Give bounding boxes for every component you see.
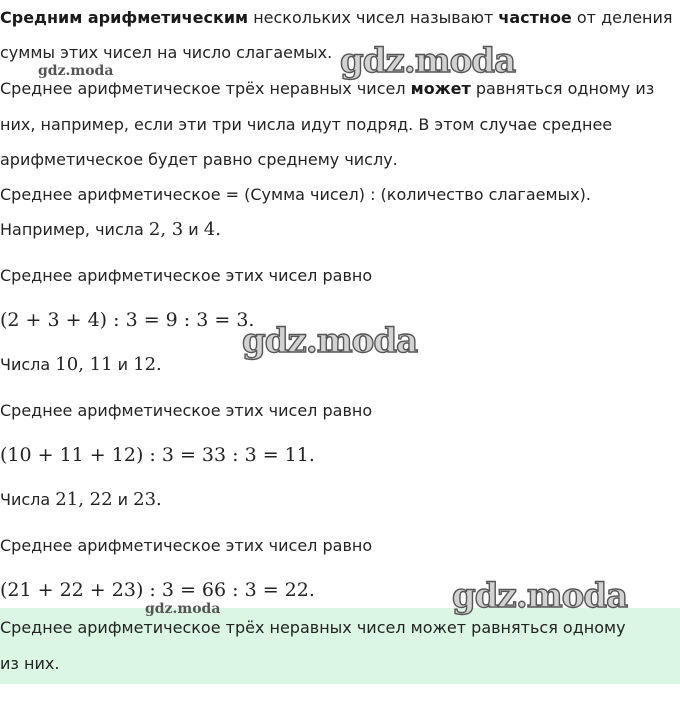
example-1-intro xyxy=(0,220,221,240)
watermark-logo: gdz.moda xyxy=(340,41,516,81)
example-period: . xyxy=(156,354,162,375)
example-intro-text: Числа xyxy=(0,490,56,509)
example-2-expression: (10 + 11 + 12) : 3 = 33 : 3 = 11. xyxy=(0,444,315,466)
claim-line-3: арифметическое будет равно среднему числу. xyxy=(0,150,398,169)
claim-line-1 xyxy=(0,79,654,99)
claim-text-end: равняться одному из xyxy=(470,79,655,98)
example-period: . xyxy=(215,219,221,240)
example-number: 23 xyxy=(133,489,157,510)
example-number: 12 xyxy=(133,354,157,375)
example-separator: , xyxy=(78,354,90,375)
example-number: 3 xyxy=(171,219,184,240)
claim-line-2: них, например, если эти три числа идут подряд. В этом случае среднее xyxy=(0,115,613,134)
example-1-result-label: Среднее арифметическое этих чисел равно xyxy=(0,266,373,285)
example-intro-text: Числа xyxy=(0,355,56,374)
example-2-intro xyxy=(0,355,162,375)
example-1-expression: (2 + 3 + 4) : 3 = 9 : 3 = 3. xyxy=(0,309,255,331)
definition-text: нескольких чисел называют xyxy=(248,8,499,27)
example-separator: , xyxy=(160,219,172,240)
example-number: 10 xyxy=(55,354,79,375)
term-arithmetic-mean: Средним арифметическим xyxy=(0,8,249,27)
definition-text-end: от деления xyxy=(571,8,673,27)
example-number: 11 xyxy=(89,354,113,375)
example-number: 22 xyxy=(89,489,113,510)
term-can: может xyxy=(410,79,471,98)
answer-line-2: из них. xyxy=(0,654,60,673)
definition-line-2: суммы этих чисел на число слагаемых. xyxy=(0,43,333,62)
answer-line-1: Среднее арифметическое трёх неравных чисел может равняться одному xyxy=(0,618,626,637)
example-conjunction: и xyxy=(112,490,134,509)
example-3-expression: (21 + 22 + 23) : 3 = 66 : 3 = 22. xyxy=(0,579,315,601)
definition-line-1 xyxy=(0,8,673,28)
example-period: . xyxy=(156,489,162,510)
watermark-logo: gdz.moda xyxy=(242,321,418,361)
watermark-logo: gdz.moda xyxy=(452,576,628,616)
watermark-small: gdz.moda xyxy=(38,63,114,79)
formula-line: Среднее арифметическое = (Сумма чисел) : (количество слагаемых). xyxy=(0,185,591,204)
example-2-result-label: Среднее арифметическое этих чисел равно xyxy=(0,401,373,420)
example-separator: , xyxy=(78,489,90,510)
example-number: 4 xyxy=(203,219,216,240)
watermark-small: gdz.moda xyxy=(145,601,221,617)
example-3-result-label: Среднее арифметическое этих чисел равно xyxy=(0,536,373,555)
example-intro-text: Например, числа xyxy=(0,220,149,239)
example-3-intro xyxy=(0,490,162,510)
example-conjunction: и xyxy=(183,220,204,239)
claim-text: Среднее арифметическое трёх неравных чисел xyxy=(0,79,411,98)
example-number: 21 xyxy=(55,489,79,510)
example-number: 2 xyxy=(148,219,161,240)
example-conjunction: и xyxy=(112,355,134,374)
term-quotient: частное xyxy=(498,8,572,27)
